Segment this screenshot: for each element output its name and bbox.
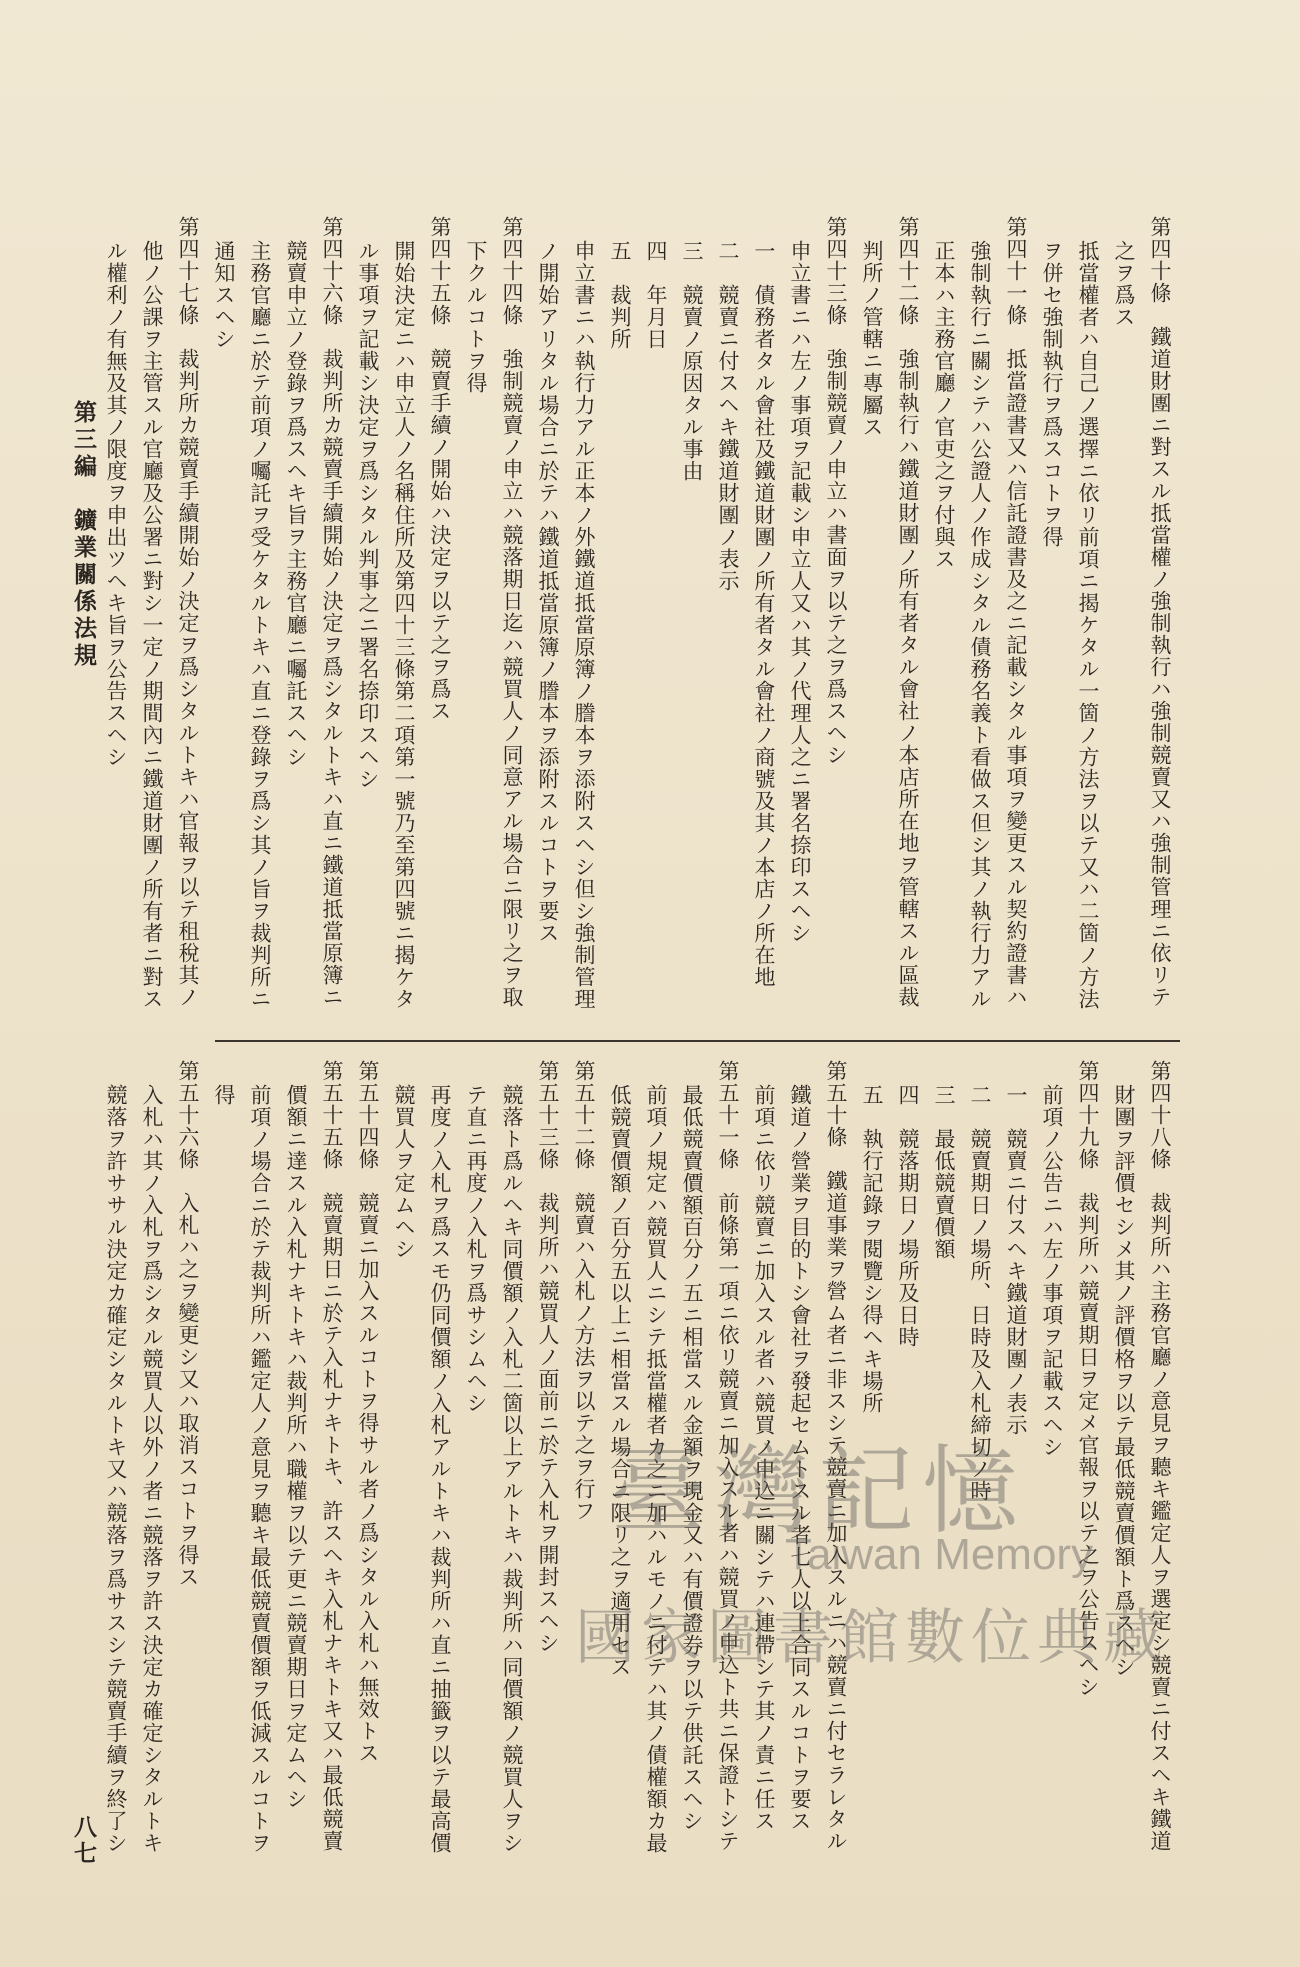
text-column: 第四十四條 強制競賣ノ申立ハ競落期日迄ハ競買人ノ同意アル場合ニ限リ之ヲ取 [500, 216, 524, 1008]
watermark-subtitle: 國家圖書館數位典藏 [575, 1604, 1169, 1671]
text-column: 第五十四條 競賣ニ加入スルコトヲ得サル者ノ爲シタル入札ハ無效トス [356, 1060, 380, 1764]
text-column: 五 執行記錄ヲ閱覽シ得ヘキ場所 [860, 1084, 884, 1414]
text-column: 前項ノ規定ハ競買人ニシテ抵當權者カ之ニ加ハルモノニ付テハ其ノ債權額カ最 [644, 1084, 668, 1854]
text-column: 第五十五條 競賣期日ニ於テ入札ナキトキ、許スヘキ入札ナキトキ又ハ最低競賣 [320, 1060, 344, 1852]
text-column: 財團ヲ評價セシメ其ノ評價格ヲ以テ最低競賣價額ト爲スヘシ [1112, 1084, 1136, 1678]
text-column: 第五十三條 裁判所ハ競買人ノ面前ニ於テ入札ヲ開封スヘシ [536, 1060, 560, 1654]
text-column: 第五十條 鐵道事業ヲ營ム者ニ非スシテ競賣ニ加入スルニハ競賣ニ付セラレタル [824, 1060, 848, 1852]
text-column: ル權利ノ有無及其ノ限度ヲ申出ツヘキ旨ヲ公告スヘシ [104, 240, 128, 768]
text-column: 二 競賣期日ノ場所、日時及入札締切ノ時 [968, 1084, 992, 1502]
text-column: 鐵道ノ營業ヲ目的トシ會社ヲ發起セムトスル者七人以上合同スルコトヲ要ス [788, 1084, 812, 1832]
text-column: 三 競賣ノ原因タル事由 [680, 240, 704, 482]
text-column: 第四十二條 強制執行ハ鐵道財團ノ所有者タル會社ノ本店所在地ヲ管轄スル區裁 [896, 216, 920, 1008]
text-column: 前項ノ公告ニハ左ノ事項ヲ記載スヘシ [1040, 1084, 1064, 1458]
text-column: 三 最低競賣價額 [932, 1084, 956, 1260]
text-column: 二 競賣ニ付スヘキ鐵道財團ノ表示 [716, 240, 740, 592]
watermark-english: Taiwan Memory [785, 1530, 1094, 1579]
section-divider [215, 1040, 1180, 1042]
text-column: 一 競賣ニ付スヘキ鐵道財團ノ表示 [1004, 1084, 1028, 1436]
text-column: 通知スヘシ [212, 240, 236, 350]
text-column: 五 裁判所 [608, 240, 632, 350]
text-column: 第四十一條 抵當證書又ハ信託證書及之ニ記載シタル事項ヲ變更スル契約證書ハ [1004, 216, 1028, 1008]
text-column: 第五十六條 入札ハ之ヲ變更シ又ハ取消スコトヲ得ス [176, 1060, 200, 1588]
book-title: 第三編 鑛業關係法規 [70, 400, 97, 670]
page-number: 八七 [70, 1815, 97, 1867]
text-column: 之ヲ爲ス [1112, 240, 1136, 328]
text-column: 正本ハ主務官廳ノ官吏之ヲ付與ス [932, 240, 956, 570]
text-column: ヲ併セ強制執行ヲ爲スコトヲ得 [1040, 240, 1064, 548]
text-column: 入札ハ其ノ入札ヲ爲シタル競買人以外ノ者ニ競落ヲ許ス決定カ確定シタルトキ [140, 1084, 164, 1854]
text-column: 四 競落期日ノ場所及日時 [896, 1084, 920, 1348]
text-column: 申立書ニハ執行力アル正本ノ外鐵道抵當原簿ノ謄本ヲ添附スヘシ但シ強制管理 [572, 240, 596, 1010]
text-column: ノ開始アリタル場合ニ於テハ鐵道抵當原簿ノ謄本ヲ添附スルコトヲ要ス [536, 240, 560, 944]
text-column: 價額ニ達スル入札ナキトキハ裁判所ハ職權ヲ以テ更ニ競賣期日ヲ定ムヘシ [284, 1084, 308, 1810]
text-column: 判所ノ管轄ニ專屬ス [860, 240, 884, 438]
text-column: 競賣申立ノ登錄ヲ爲スヘキ旨ヲ主務官廳ニ囑託スヘシ [284, 240, 308, 768]
text-column: 競買人ヲ定ムヘシ [392, 1084, 416, 1260]
text-column: 競落ト爲ルヘキ同價額ノ入札二箇以上アルトキハ裁判所ハ同價額ノ競買人ヲシ [500, 1084, 524, 1854]
text-column: ル事項ヲ記載シ決定ヲ爲シタル判事之ニ署名捺印スヘシ [356, 240, 380, 790]
text-column: 第四十五條 競賣手續ノ開始ハ決定ヲ以テ之ヲ爲ス [428, 216, 452, 722]
text-column: 最低競賣價額百分ノ五ニ相當スル金額ヲ現金又ハ有價證券ヲ以テ供託スヘシ [680, 1084, 704, 1832]
text-column: 第四十條 鐵道財團ニ對スル抵當權ノ強制執行ハ強制競賣又ハ強制管理ニ依リテ [1148, 216, 1172, 1008]
text-column: 第四十八條 裁判所ハ主務官廳ノ意見ヲ聽キ鑑定人ヲ選定シ競賣ニ付スヘキ鐵道 [1148, 1060, 1172, 1852]
text-column: 主務官廳ニ於テ前項ノ囑託ヲ受ケタルトキハ直ニ登錄ヲ爲シ其ノ旨ヲ裁判所ニ [248, 240, 272, 1010]
text-column: 低競賣價額ノ百分五以上ニ相當スル場合ニ限リ之ヲ適用セス [608, 1084, 632, 1678]
text-column: 四 年月日 [644, 240, 668, 350]
text-column: 前項ニ依リ競賣ニ加入スル者ハ競買ノ申込ニ關シテハ連帶シテ其ノ責ニ任ス [752, 1084, 776, 1832]
text-column: 第四十六條 裁判所カ競賣手續開始ノ決定ヲ爲シタルトキハ直ニ鐵道抵當原簿ニ [320, 216, 344, 1008]
text-column: 第四十九條 裁判所ハ競賣期日ヲ定メ官報ヲ以テ之ヲ公告スヘシ [1076, 1060, 1100, 1698]
text-column: 第四十三條 強制競賣ノ申立ハ書面ヲ以テ之ヲ爲スヘシ [824, 216, 848, 766]
text-column: 第五十二條 競賣ハ入札ノ方法ヲ以テ之ヲ行フ [572, 1060, 596, 1522]
upper-text-block [104, 216, 1178, 1024]
text-column: 他ノ公課ヲ主管スル官廳及公署ニ對シ一定ノ期間內ニ鐵道財團ノ所有者ニ對ス [140, 240, 164, 1010]
text-column: 第五十一條 前條第一項ニ依リ競賣ニ加入スル者ハ競買ノ申込ト共ニ保證トシテ [716, 1060, 740, 1852]
text-column: テ直ニ再度ノ入札ヲ爲サシムヘシ [464, 1084, 488, 1414]
text-column: 一 債務者タル會社及鐵道財團ノ所有者タル會社ノ商號及其ノ本店ノ所在地 [752, 240, 776, 988]
text-column: 得 [212, 1084, 236, 1106]
text-column: 再度ノ入札ヲ爲スモ仍同價額ノ入札アルトキハ裁判所ハ直ニ抽籤ヲ以テ最高價 [428, 1084, 452, 1854]
text-column: 強制執行ニ關シテハ公證人ノ作成シタル債務名義ト看做ス但シ其ノ執行力アル [968, 240, 992, 1010]
text-column: 下クルコトヲ得 [464, 240, 488, 394]
text-column: 前項ノ場合ニ於テ裁判所ハ鑑定人ノ意見ヲ聽キ最低競賣價額ヲ低減スルコトヲ [248, 1084, 272, 1854]
text-column: 抵當權者ハ自己ノ選擇ニ依リ前項ニ揭ケタル一箇ノ方法ヲ以テ又ハ二箇ノ方法 [1076, 240, 1100, 1010]
lower-text-block [104, 1060, 1178, 1854]
text-column: 第四十七條 裁判所カ競賣手續開始ノ決定ヲ爲シタルトキハ官報ヲ以テ租稅其ノ [176, 216, 200, 1008]
watermark-title: 臺灣記憶 [610, 1435, 1026, 1547]
text-column: 開始決定ニハ申立人ノ名稱住所及第四十三條第二項第一號乃至第四號ニ揭ケタ [392, 240, 416, 1010]
text-column: 申立書ニハ左ノ事項ヲ記載シ申立人又ハ其ノ代理人之ニ署名捺印スヘシ [788, 240, 812, 944]
text-column: 競落ヲ許ササル決定カ確定シタルトキ又ハ競落ヲ爲サスシテ競賣手續ヲ終了シ [104, 1084, 128, 1854]
